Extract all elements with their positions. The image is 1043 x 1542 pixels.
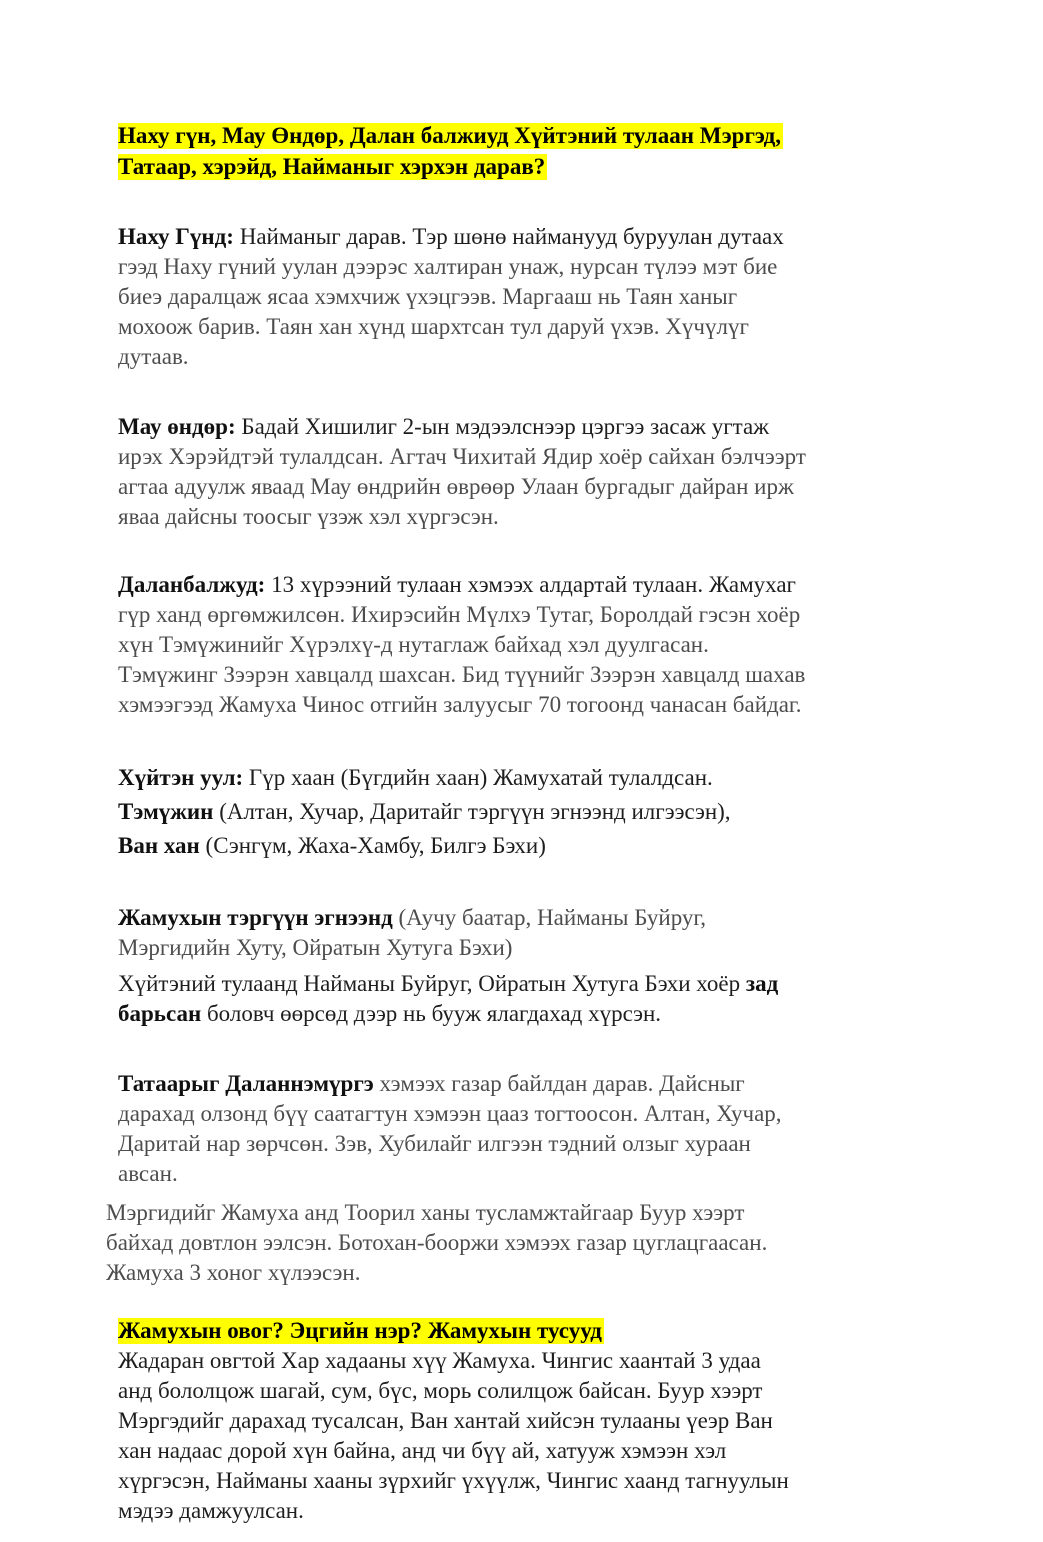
question-heading-1 bbox=[118, 120, 783, 182]
highlighted-heading-line: Жамухын овог? Эцгийн нэр? Жамухын тусууд bbox=[118, 1318, 602, 1343]
paragraph-line: дарахад олзонд бүү саатагтун хэмээн цааз тогтоосон. Алтан, Хучар, bbox=[118, 1101, 782, 1126]
emphasis-text: барьсан bbox=[118, 1001, 202, 1026]
paragraph-text: Хүйтэний тулаанд Найманы Буйруг, Ойратын Хутуга Бэхи хоёр bbox=[118, 971, 746, 996]
tatar-paragraph bbox=[118, 1069, 782, 1189]
paragraph-line: Жамуха 3 хоног хүлээсэн. bbox=[106, 1260, 361, 1285]
paragraph-label: Даланбалжуд: bbox=[118, 572, 266, 597]
paragraph-line: дутаав. bbox=[118, 344, 189, 369]
paragraph-text: боловч өөрсөд дээр нь бууж ялагдахад хүрсэн. bbox=[201, 1001, 662, 1026]
highlighted-heading-line: Наху гүн, Мау Өндөр, Далан балжиуд Хүйтэний тулаан Мэргэд, bbox=[118, 123, 782, 148]
huiten-paragraph bbox=[118, 761, 731, 863]
paragraph-text: хэмээх газар байлдан дарав. Дайсныг bbox=[373, 1071, 745, 1096]
paragraph-line: Мэргидийг Жамуха анд Тоорил ханы тусламжтайгаар Буур хээрт bbox=[106, 1200, 745, 1225]
paragraph-text: Бадай Хишилиг 2-ын мэдээлснээр цэргээ засаж угтаж bbox=[235, 414, 770, 439]
mau-paragraph bbox=[118, 412, 806, 532]
paragraph-line: мэдээ дамжуулсан. bbox=[118, 1498, 304, 1523]
paragraph-label: Жамухын тэргүүн эгнээнд bbox=[118, 905, 393, 930]
paragraph-line: мохоож барив. Таян хан хүнд шархтсан тул даруй үхэв. Хүчүлүг bbox=[118, 314, 749, 339]
vanhan-text: (Сэнгүм, Жаха-Хамбу, Билгэ Бэхи) bbox=[199, 833, 546, 858]
temujin-text: (Алтан, Хучар, Даритайг тэргүүн эгнээнд илгээсэн), bbox=[213, 799, 731, 824]
paragraph-line: агтаа адуулж яваад Мау өндрийн өврөөр Улаан бургадыг дайран ирж bbox=[118, 474, 794, 499]
paragraph-line: Мэргидийн Хуту, Ойратын Хутуга Бэхи) bbox=[118, 935, 513, 960]
emphasis-text: зад bbox=[745, 971, 779, 996]
highlighted-heading-line: Татаар, хэрэйд, Найманыг хэрхэн дарав? bbox=[118, 154, 546, 179]
paragraph-label: Хүйтэн уул: bbox=[118, 765, 244, 790]
paragraph-line: Жадаран овгтой Хар хадааны хүү Жамуха. Чингис хаантай 3 удаа bbox=[118, 1348, 761, 1373]
paragraph-label: Наху Гүнд: bbox=[118, 224, 234, 249]
paragraph-line: Тэмүжинг Зээрэн хавцалд шахсан. Бид түүнийг Зээрэн хавцалд шахав bbox=[118, 662, 806, 687]
paragraph-line: Даритай нар зөрчсөн. Зэв, Хубилайг илгээн тэдний олзыг хураан bbox=[118, 1131, 751, 1156]
paragraph-text: Гүр хаан (Бүгдийн хаан) Жамухатай тулалдсан. bbox=[243, 765, 713, 790]
nahu-paragraph bbox=[118, 222, 784, 372]
paragraph-label: Татаарыг Даланнэмүргэ bbox=[118, 1071, 374, 1096]
paragraph-text: 13 хүрээний тулаан хэмээх алдартай тулаан. Жамухаг bbox=[265, 572, 796, 597]
paragraph-line: гээд Наху гүний уулан дээрэс халтиран унаж, нурсан түлээ мэт бие bbox=[118, 254, 778, 279]
paragraph-line: хэмээгээд Жамуха Чинос отгийн залуусыг 70 тогоонд чанасан байдаг. bbox=[118, 692, 802, 717]
jamuha-bio-paragraph bbox=[118, 1346, 789, 1526]
paragraph-text: Найманыг дарав. Тэр шөнө найманууд буруулан дутаах bbox=[233, 224, 784, 249]
paragraph-line: байхад довтлон ээлсэн. Ботохан-бооржи хэмээх газар цуглацгаасан. bbox=[106, 1230, 768, 1255]
temujin-label: Тэмүжин bbox=[118, 799, 214, 824]
paragraph-line: анд бололцож шагай, сум, бүс, морь солилцож байсан. Буур хээрт bbox=[118, 1378, 763, 1403]
question-heading-2 bbox=[118, 1316, 604, 1346]
paragraph-text: (Аучу баатар, Найманы Буйруг, bbox=[392, 905, 706, 930]
paragraph-line: хүн Тэмүжинийг Хүрэлхү-д нутаглаж байхад хэл дуулгасан. bbox=[118, 632, 709, 657]
paragraph-line: хүргэсэн, Найманы хааны зүрхийг үхүүлж, Чингис хаанд тагнуулын bbox=[118, 1468, 789, 1493]
jamuha-front-detail bbox=[118, 969, 778, 1029]
paragraph-line: авсан. bbox=[118, 1161, 178, 1186]
paragraph-label: Мау өндөр: bbox=[118, 414, 236, 439]
dalanbaljud-paragraph bbox=[118, 570, 805, 720]
paragraph-line: биеэ даралцаж ясаа хэмхчиж үхэцгээв. Маргааш нь Таян ханыг bbox=[118, 284, 738, 309]
paragraph-line: гүр ханд өргөмжилсөн. Ихирэсийн Мүлхэ Тутаг, Боролдай гэсэн хоёр bbox=[118, 602, 801, 627]
vanhan-label: Ван хан bbox=[118, 833, 200, 858]
paragraph-line: Мэргэдийг дарахад тусалсан, Ван хантай хийсэн тулааны үеэр Ван bbox=[118, 1408, 773, 1433]
paragraph-line: ирэх Хэрэйдтэй тулалдсан. Агтач Чихитай Ядир хоёр сайхан бэлчээрт bbox=[118, 444, 806, 469]
paragraph-line: хан надаас дорой хүн байна, анд чи бүү ай, хатууж хэмээн хэл bbox=[118, 1438, 727, 1463]
paragraph-line: яваа дайсны тоосыг үзэж хэл хүргэсэн. bbox=[118, 504, 499, 529]
mergid-paragraph bbox=[106, 1198, 767, 1288]
jamuha-front-paragraph bbox=[118, 903, 706, 963]
